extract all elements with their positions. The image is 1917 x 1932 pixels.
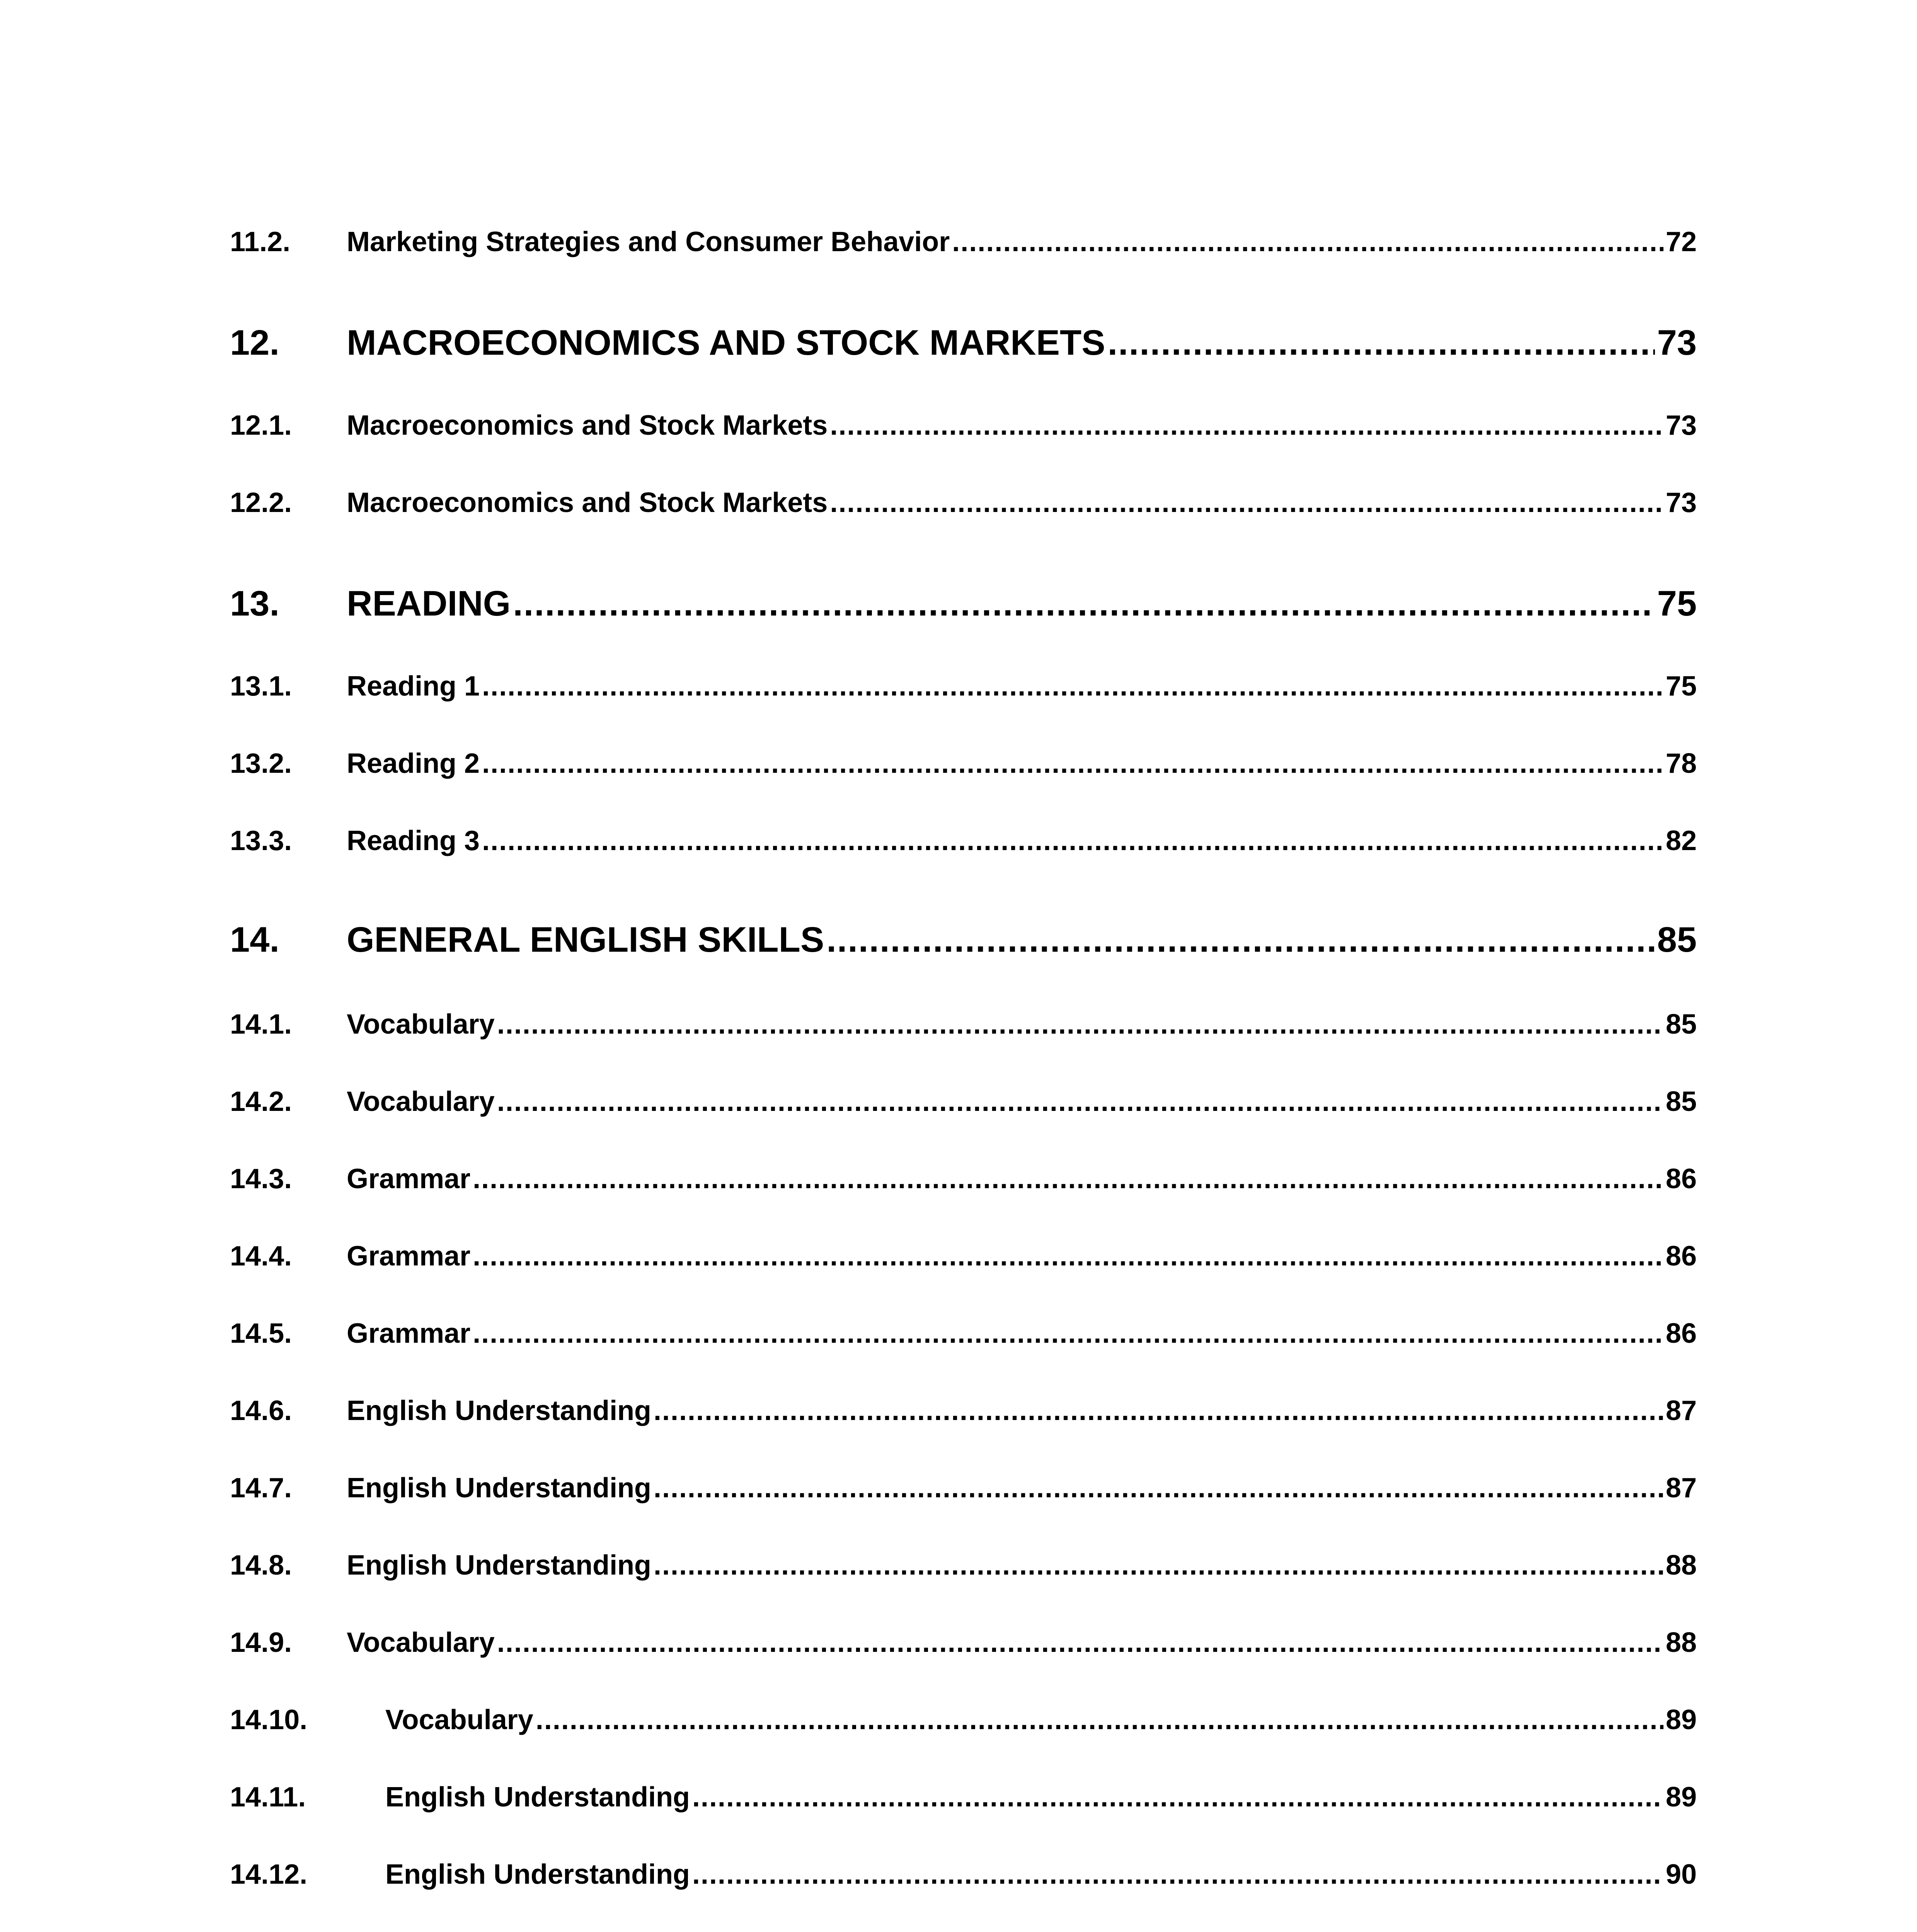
toc-section-entry[interactable] bbox=[230, 1240, 1697, 1272]
dot-leader bbox=[654, 1549, 1663, 1581]
toc-entry-page: 73 bbox=[1665, 410, 1697, 441]
toc-entry-number: 14.11. bbox=[230, 1782, 306, 1813]
toc-section-entry[interactable] bbox=[230, 487, 1697, 519]
toc-entry-page: 88 bbox=[1665, 1627, 1697, 1658]
toc-entry-title: GENERAL ENGLISH SKILLS bbox=[347, 920, 824, 959]
dot-leader bbox=[513, 583, 1655, 624]
dot-leader bbox=[497, 1009, 1663, 1040]
toc-section-entry[interactable] bbox=[230, 1859, 1697, 1890]
toc-entry-page: 82 bbox=[1665, 825, 1697, 856]
toc-entry-number: 14.10. bbox=[230, 1704, 308, 1735]
toc-entry-page: 75 bbox=[1665, 671, 1697, 702]
dot-leader bbox=[1108, 323, 1655, 363]
toc-entry-number: 14.9. bbox=[230, 1627, 292, 1658]
toc-entry-title: Reading 2 bbox=[347, 748, 480, 779]
toc-section-entry[interactable] bbox=[230, 670, 1697, 702]
toc-section-entry[interactable] bbox=[230, 1395, 1697, 1427]
toc-entry-page: 85 bbox=[1657, 920, 1697, 959]
toc-entry-title: Macroeconomics and Stock Markets bbox=[347, 487, 828, 518]
dot-leader bbox=[692, 1781, 1663, 1813]
toc-section-entry[interactable] bbox=[230, 410, 1697, 441]
toc-entry-number: 14.2. bbox=[230, 1086, 292, 1117]
toc-section-entry[interactable] bbox=[230, 1472, 1697, 1504]
toc-entry-number: 12.2. bbox=[230, 487, 292, 518]
toc-entry-number: 13. bbox=[230, 584, 279, 623]
toc-section-entry[interactable] bbox=[230, 1781, 1697, 1813]
toc-entry-number: 13.3. bbox=[230, 825, 292, 856]
toc-entry-number: 14. bbox=[230, 920, 279, 959]
toc-entry-page: 85 bbox=[1665, 1086, 1697, 1117]
toc-entry-page: 88 bbox=[1665, 1550, 1697, 1581]
dot-leader bbox=[952, 226, 1663, 258]
toc-entry-page: 90 bbox=[1665, 1859, 1697, 1890]
toc-chapter-entry[interactable] bbox=[230, 920, 1697, 960]
toc-section-entry[interactable] bbox=[230, 1163, 1697, 1195]
toc-section-entry[interactable] bbox=[230, 1086, 1697, 1117]
toc-entry-title: English Understanding bbox=[385, 1859, 690, 1890]
toc-entry-number: 14.8. bbox=[230, 1550, 292, 1581]
toc-entry-page: 87 bbox=[1665, 1395, 1697, 1426]
toc-entry-title: Vocabulary bbox=[385, 1704, 533, 1735]
toc-entry-title: English Understanding bbox=[385, 1782, 690, 1813]
dot-leader bbox=[482, 748, 1663, 779]
toc-entry-title: Vocabulary bbox=[347, 1627, 495, 1658]
dot-leader bbox=[654, 1395, 1663, 1427]
toc-section-entry[interactable] bbox=[230, 1009, 1697, 1040]
toc-section-entry[interactable] bbox=[230, 825, 1697, 857]
toc-entry-page: 86 bbox=[1665, 1318, 1697, 1349]
toc-entry-title: English Understanding bbox=[347, 1395, 652, 1426]
toc-entry-page: 89 bbox=[1665, 1704, 1697, 1735]
toc-entry-page: 73 bbox=[1657, 323, 1697, 362]
toc-entry-page: 89 bbox=[1665, 1782, 1697, 1813]
toc-entry-number: 14.7. bbox=[230, 1473, 292, 1503]
toc-entry-title: Grammar bbox=[347, 1163, 471, 1194]
toc-entry-page: 86 bbox=[1665, 1241, 1697, 1272]
toc-entry-title: Grammar bbox=[347, 1241, 471, 1272]
toc-entry-page: 78 bbox=[1665, 748, 1697, 779]
toc-entry-number: 13.2. bbox=[230, 748, 292, 779]
toc-entry-number: 14.1. bbox=[230, 1009, 292, 1040]
toc-entry-title: English Understanding bbox=[347, 1473, 652, 1503]
toc-entry-title: Vocabulary bbox=[347, 1086, 495, 1117]
toc-entry-title: Marketing Strategies and Consumer Behavior bbox=[347, 226, 950, 257]
toc-entry-page: 86 bbox=[1665, 1163, 1697, 1194]
dot-leader bbox=[654, 1472, 1663, 1504]
toc-section-entry[interactable] bbox=[230, 1549, 1697, 1581]
toc-entry-title: Macroeconomics and Stock Markets bbox=[347, 410, 828, 441]
dot-leader bbox=[482, 825, 1663, 857]
toc-section-entry[interactable] bbox=[230, 1318, 1697, 1349]
dot-leader bbox=[536, 1704, 1663, 1736]
toc-entry-title: English Understanding bbox=[347, 1550, 652, 1581]
toc-entry-number: 14.4. bbox=[230, 1241, 292, 1272]
toc-entry-title: Reading 3 bbox=[347, 825, 480, 856]
dot-leader bbox=[482, 670, 1663, 702]
toc-entry-number: 14.3. bbox=[230, 1163, 292, 1194]
dot-leader bbox=[473, 1318, 1663, 1349]
dot-leader bbox=[473, 1240, 1663, 1272]
toc-entry-number: 14.5. bbox=[230, 1318, 292, 1349]
dot-leader bbox=[830, 410, 1663, 441]
toc-entry-page: 87 bbox=[1665, 1473, 1697, 1503]
dot-leader bbox=[692, 1859, 1663, 1890]
toc-chapter-entry[interactable] bbox=[230, 583, 1697, 624]
dot-leader bbox=[497, 1627, 1663, 1658]
toc-entry-title: READING bbox=[347, 584, 511, 623]
toc-entry-page: 73 bbox=[1665, 487, 1697, 518]
dot-leader bbox=[830, 487, 1663, 519]
toc-entry-page: 72 bbox=[1665, 226, 1697, 257]
toc-entry-title: MACROECONOMICS AND STOCK MARKETS bbox=[347, 323, 1105, 362]
toc-entry-number: 11.2. bbox=[230, 226, 291, 257]
toc-section-entry[interactable] bbox=[230, 1627, 1697, 1658]
toc-entry-title: Vocabulary bbox=[347, 1009, 495, 1040]
toc-entry-number: 12. bbox=[230, 323, 279, 362]
dot-leader bbox=[497, 1086, 1663, 1117]
dot-leader bbox=[473, 1163, 1663, 1195]
toc-entry-page: 85 bbox=[1665, 1009, 1697, 1040]
toc-section-entry[interactable] bbox=[230, 748, 1697, 779]
dot-leader bbox=[826, 920, 1655, 960]
toc-section-entry[interactable] bbox=[230, 1704, 1697, 1736]
toc-entry-number: 14.6. bbox=[230, 1395, 292, 1426]
toc-entry-title: Reading 1 bbox=[347, 671, 480, 702]
toc-section-entry[interactable] bbox=[230, 226, 1697, 258]
toc-entry-title: Grammar bbox=[347, 1318, 471, 1349]
toc-entry-number: 12.1. bbox=[230, 410, 292, 441]
toc-entry-number: 13.1. bbox=[230, 671, 292, 702]
toc-chapter-entry[interactable] bbox=[230, 323, 1697, 363]
toc-entry-page: 75 bbox=[1657, 584, 1697, 623]
toc-entry-number: 14.12. bbox=[230, 1859, 308, 1890]
